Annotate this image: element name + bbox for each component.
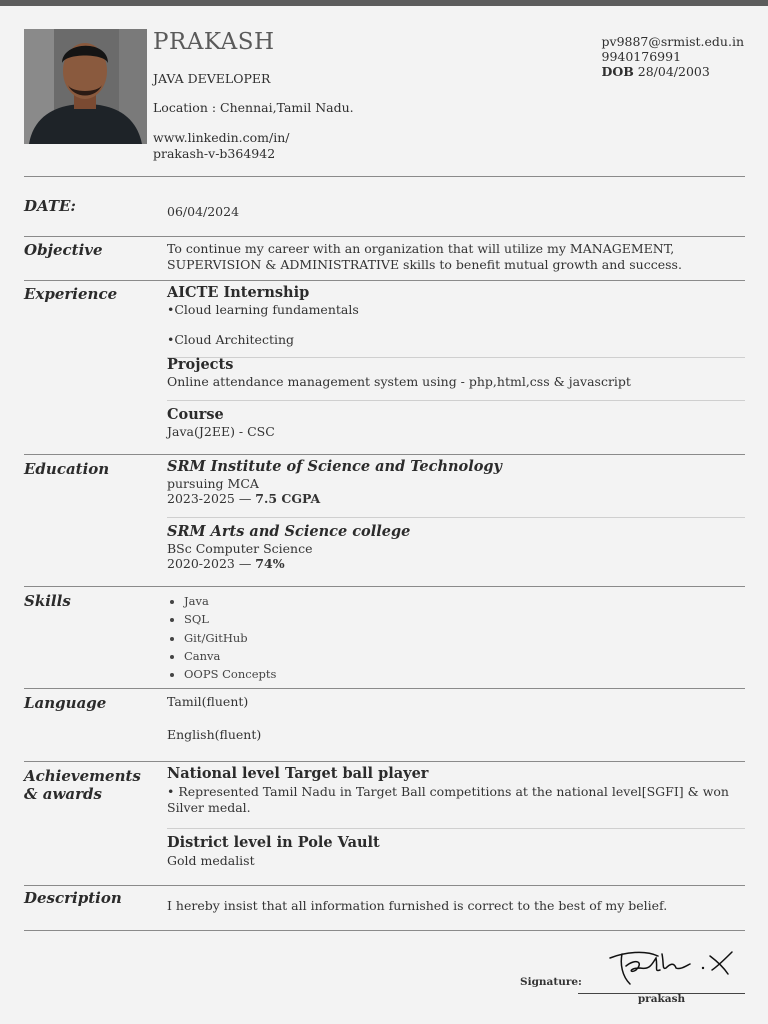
top-bar xyxy=(0,0,768,6)
course-title: Course xyxy=(167,406,224,423)
language-label: Language xyxy=(24,694,107,712)
date-value: 06/04/2024 xyxy=(167,204,240,219)
skill-item: • SQL xyxy=(184,610,276,628)
divider xyxy=(24,236,745,237)
objective-text: To continue my career with an organization that will utilize my MANAGEMENT, SUPERVISION & ADMINISTRATIVE skills to benefit mutual growth and success. xyxy=(167,241,682,272)
objective-label: Objective xyxy=(24,241,103,259)
achievement-title: National level Target ball player xyxy=(167,765,429,782)
achievement-text: Gold medalist xyxy=(167,853,255,868)
divider xyxy=(24,930,745,931)
school-name: SRM Institute of Science and Technology xyxy=(167,458,502,475)
description-text: I hereby insist that all information furnished is correct to the best of my belief. xyxy=(167,898,668,913)
achievements-label-line1: Achievements xyxy=(24,767,141,785)
projects-title: Projects xyxy=(167,356,234,373)
candidate-name: PRAKASH xyxy=(153,29,275,55)
linkedin-link-line1[interactable]: www.linkedin.com/in/ xyxy=(153,130,290,145)
dob-line xyxy=(602,64,745,79)
internship-title: AICTE Internship xyxy=(167,284,310,301)
signature-label: Signature: xyxy=(520,976,582,988)
edu-score: 7.5 CGPA xyxy=(255,491,321,506)
course-text: Java(J2EE) - CSC xyxy=(167,424,275,439)
experience-label: Experience xyxy=(24,285,118,303)
profile-photo-image xyxy=(24,29,147,144)
education-label: Education xyxy=(24,460,110,478)
achievement-text: • Represented Tamil Nadu in Target Ball competitions at the national level[SGFI] & won xyxy=(167,784,729,799)
degree: BSc Computer Science xyxy=(167,541,313,556)
divider xyxy=(24,688,745,689)
email[interactable]: pv9887@srmist.edu.in xyxy=(601,34,744,49)
dob-value: 28/04/2003 xyxy=(637,64,710,79)
school-name: SRM Arts and Science college xyxy=(167,523,411,540)
divider xyxy=(24,885,745,886)
date-label: DATE: xyxy=(24,197,76,215)
achievement-text: Silver medal. xyxy=(167,800,251,815)
signature-image xyxy=(600,944,740,988)
edu-years: 2020-2023 — xyxy=(167,556,256,571)
phone: 9940176991 xyxy=(601,49,682,64)
divider xyxy=(24,586,745,587)
divider xyxy=(24,176,745,177)
divider xyxy=(24,454,745,455)
internship-item: •Cloud learning fundamentals xyxy=(167,302,359,317)
skills-list xyxy=(167,592,276,683)
signature-name: prakash xyxy=(637,993,686,1005)
language-item: English(fluent) xyxy=(167,727,262,742)
projects-text: Online attendance management system using - php,html,css & javascript xyxy=(167,374,631,389)
achievement-title: District level in Pole Vault xyxy=(167,834,380,851)
sub-divider xyxy=(167,828,745,829)
dob-label: DOB xyxy=(601,64,634,79)
job-title: JAVA DEVELOPER xyxy=(153,71,271,86)
degree: pursuing MCA xyxy=(167,476,259,491)
location: Location : Chennai,Tamil Nadu. xyxy=(153,100,354,115)
description-label: Description xyxy=(24,889,122,907)
skill-item: • Canva xyxy=(184,647,276,665)
language-item: Tamil(fluent) xyxy=(167,694,249,709)
divider xyxy=(24,280,745,281)
contact-block xyxy=(602,34,745,79)
skill-item: • Java xyxy=(184,592,276,610)
skill-item: • OOPS Concepts xyxy=(184,665,276,683)
linkedin-link-line2[interactable]: prakash-v-b364942 xyxy=(153,146,276,161)
achievements-label-line2: & awards xyxy=(24,785,102,803)
achievements-label xyxy=(24,767,141,803)
skill-item: • Git/GitHub xyxy=(184,629,276,647)
internship-item: •Cloud Architecting xyxy=(167,332,295,347)
divider xyxy=(24,761,745,762)
profile-photo xyxy=(24,29,147,144)
sub-divider xyxy=(167,400,745,401)
edu-score: 74% xyxy=(255,556,285,571)
sub-divider xyxy=(167,357,745,358)
edu-years: 2023-2025 — xyxy=(167,491,256,506)
sub-divider xyxy=(167,517,745,518)
edu-years-line xyxy=(167,556,285,572)
skills-label: Skills xyxy=(24,592,71,610)
edu-years-line xyxy=(167,491,320,507)
